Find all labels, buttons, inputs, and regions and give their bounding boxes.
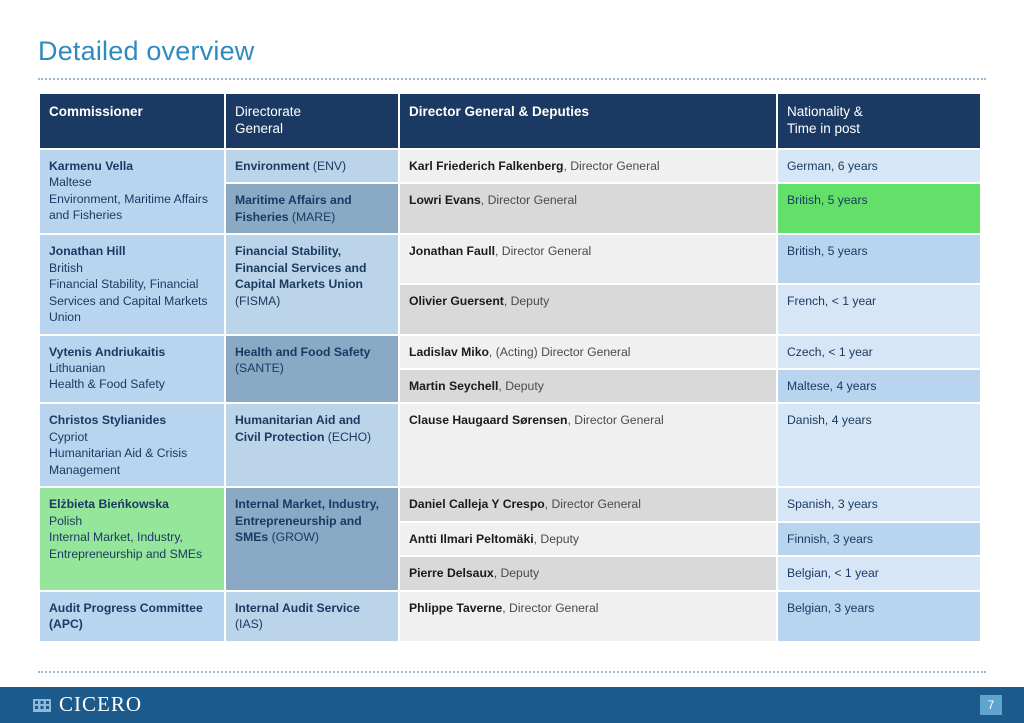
person-cell [400, 285, 776, 333]
column-header-director-general-deputies: Director General & Deputies [400, 94, 776, 148]
commissioner-name: Vytenis Andriukaitis [49, 344, 166, 359]
dg-cell [226, 150, 398, 182]
page-number: 7 [980, 695, 1002, 715]
nationality-cell: Maltese, 4 years [778, 370, 980, 402]
person-name: Phlippe Taverne [409, 600, 503, 615]
commissioner-name: Audit Progress Committee (APC) [49, 600, 203, 632]
dg-acronym: (SANTE) [235, 360, 284, 375]
commissioner-cell [40, 592, 224, 641]
person-name: Lowri Evans [409, 193, 481, 208]
person-cell [400, 592, 776, 641]
person-cell [400, 150, 776, 182]
table-row [40, 150, 980, 182]
person-role: , Director General [480, 193, 577, 208]
commissioner-portfolio: Environment, Maritime Affairs and Fisheries [49, 191, 208, 223]
person-role: , Director General [567, 413, 664, 428]
overview-table [38, 92, 982, 643]
person-role: , Deputy [503, 294, 550, 309]
person-role: , (Acting) Director General [488, 344, 631, 359]
nationality-cell: Czech, < 1 year [778, 336, 980, 368]
person-cell [400, 370, 776, 402]
person-cell [400, 336, 776, 368]
commissioner-nationality: Cypriot [49, 429, 88, 444]
dg-acronym: (IAS) [235, 617, 263, 632]
nat-header-line1: Nationality & [787, 104, 863, 119]
commissioner-portfolio: Financial Stability, Financial Services and Capital Markets Union [49, 277, 208, 325]
dg-name: Humanitarian Aid and Civil Protection [235, 413, 361, 444]
person-cell [400, 488, 776, 520]
dg-cell [226, 184, 398, 233]
bottom-divider [38, 671, 986, 675]
person-name: Olivier Guersent [409, 294, 504, 309]
dg-header-line2: General [235, 120, 284, 136]
column-header-nationality [778, 94, 980, 148]
person-cell [400, 235, 776, 283]
top-divider [38, 78, 986, 82]
nationality-cell: Belgian, < 1 year [778, 557, 980, 589]
dg-name: Internal Market, Industry, Entrepreneurship and SMEs [235, 497, 380, 545]
building-icon [32, 695, 52, 715]
person-cell [400, 523, 776, 555]
commissioner-portfolio: Internal Market, Industry, Entrepreneurship and SMEs [49, 530, 203, 561]
person-name: Karl Friederich Falkenberg [409, 158, 564, 173]
dg-header-line1: Directorate [235, 104, 302, 119]
commissioner-cell [40, 336, 224, 403]
commissioner-nationality: Polish [49, 513, 83, 528]
dg-acronym: (ENV) [312, 158, 347, 173]
dg-name: Health and Food Safety [235, 344, 371, 359]
dg-name: Environment [235, 158, 310, 173]
commissioner-cell-highlighted [40, 488, 224, 589]
commissioner-portfolio: Health & Food Safety [49, 377, 165, 392]
person-name: Pierre Delsaux [409, 566, 494, 581]
dg-acronym: (MARE) [291, 209, 336, 224]
person-cell [400, 184, 776, 233]
table-row [40, 488, 980, 520]
dg-name: Maritime Affairs and Fisheries [235, 193, 352, 224]
nationality-cell: Danish, 4 years [778, 404, 980, 486]
commissioner-name: Karmenu Vella [49, 158, 133, 173]
table-row [40, 404, 980, 486]
person-name: Antti Ilmari Peltomäki [409, 531, 534, 546]
column-header-commissioner: Commissioner [40, 94, 224, 148]
person-cell [400, 404, 776, 486]
commissioner-nationality: Maltese [49, 175, 92, 190]
nat-header-line2: Time in post [787, 120, 861, 136]
commissioner-name: Jonathan Hill [49, 244, 126, 259]
dg-acronym: (GROW) [271, 530, 319, 545]
person-role: , Deputy [493, 566, 540, 581]
person-role: , Director General [502, 600, 599, 615]
commissioner-name: Christos Stylianides [49, 413, 167, 428]
nationality-cell: German, 6 years [778, 150, 980, 182]
nationality-cell-highlighted: British, 5 years [778, 184, 980, 233]
nationality-cell: French, < 1 year [778, 285, 980, 333]
table-row [40, 592, 980, 641]
person-name: Martin Seychell [409, 378, 499, 393]
person-name: Ladislav Miko [409, 344, 489, 359]
dg-acronym: (ECHO) [327, 429, 372, 444]
commissioner-portfolio: Humanitarian Aid & Crisis Management [49, 446, 188, 477]
commissioner-nationality: British [49, 260, 83, 275]
commissioner-cell [40, 404, 224, 486]
person-role: , Deputy [498, 378, 544, 393]
footer-bar [0, 687, 1024, 723]
person-name: Jonathan Faull [409, 244, 495, 259]
dg-name: Financial Stability, Financial Services and Capital Markets Union [235, 244, 367, 292]
commissioner-name: Elżbieta Bieńkowska [49, 497, 169, 512]
dg-acronym: (FISMA) [235, 293, 281, 308]
nationality-cell: Belgian, 3 years [778, 592, 980, 641]
table-row [40, 235, 980, 283]
person-name: Daniel Calleja Y Crespo [409, 497, 545, 512]
nationality-cell: Spanish, 3 years [778, 488, 980, 520]
table-body [40, 150, 980, 641]
dg-cell [226, 592, 398, 641]
person-role: , Director General [495, 244, 592, 259]
person-name: Clause Haugaard Sørensen [409, 413, 568, 428]
dg-cell [226, 336, 398, 403]
person-role: , Deputy [533, 531, 580, 546]
person-role: , Director General [563, 158, 660, 173]
dg-cell [226, 488, 398, 589]
dg-name: Internal Audit Service [235, 600, 360, 615]
table-row [40, 336, 980, 368]
dg-cell [226, 404, 398, 486]
person-cell [400, 557, 776, 589]
page-title: Detailed overview [38, 36, 255, 66]
commissioner-cell [40, 235, 224, 333]
person-role: , Director General [544, 497, 641, 512]
commissioner-cell [40, 150, 224, 233]
column-header-directorate-general [226, 94, 398, 148]
commissioner-nationality: Lithuanian [49, 360, 106, 375]
logo-text: CICERO [59, 692, 143, 716]
logo [32, 692, 142, 717]
dg-cell [226, 235, 398, 333]
table-header-row [40, 94, 980, 148]
nationality-cell: British, 5 years [778, 235, 980, 283]
nationality-cell: Finnish, 3 years [778, 523, 980, 555]
